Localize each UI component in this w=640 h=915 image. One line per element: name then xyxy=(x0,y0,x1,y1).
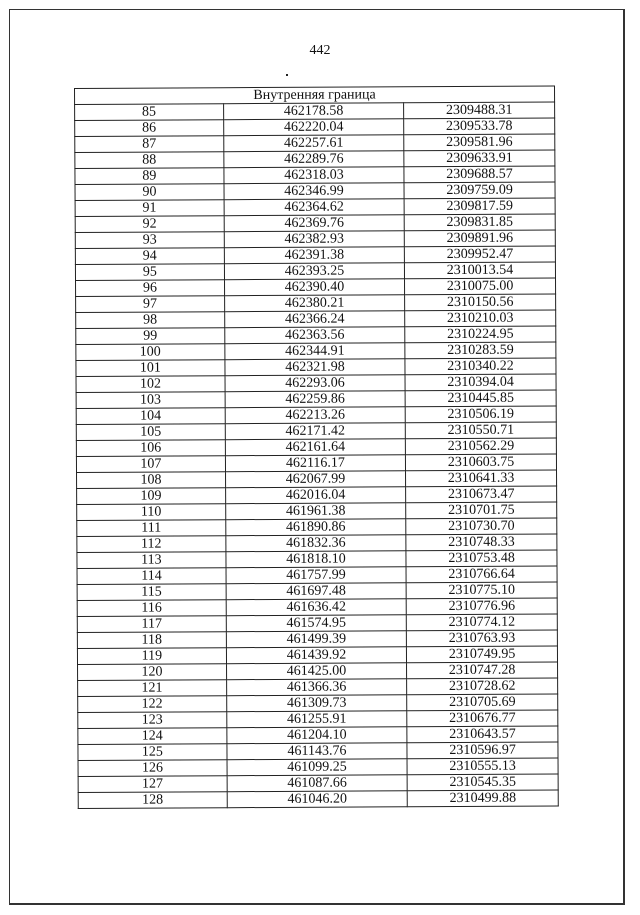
table-row xyxy=(75,118,555,137)
y-coordinate-cell: 2310730.70 xyxy=(406,518,557,535)
x-coordinate-cell: 462382.93 xyxy=(224,231,404,248)
y-coordinate-cell: 2310728.62 xyxy=(407,678,558,695)
point-number-cell: 86 xyxy=(75,120,224,137)
y-coordinate-cell: 2309633.91 xyxy=(404,150,555,167)
point-number-cell: 128 xyxy=(78,792,227,809)
y-coordinate-cell: 2310499.88 xyxy=(407,790,558,807)
y-coordinate-cell: 2310753.48 xyxy=(406,550,557,567)
y-coordinate-cell: 2309952.47 xyxy=(404,246,555,263)
y-coordinate-cell: 2309817.59 xyxy=(404,198,555,215)
x-coordinate-cell: 461757.99 xyxy=(226,567,406,584)
x-coordinate-cell: 462259.86 xyxy=(225,391,405,408)
y-coordinate-cell: 2310673.47 xyxy=(406,486,557,503)
point-number-cell: 121 xyxy=(78,680,227,697)
y-coordinate-cell: 2310676.77 xyxy=(407,710,558,727)
x-coordinate-cell: 462220.04 xyxy=(223,119,403,136)
table-row xyxy=(78,774,558,793)
table-row xyxy=(78,742,558,761)
table-row xyxy=(76,454,556,473)
x-coordinate-cell: 461832.36 xyxy=(226,535,406,552)
point-number-cell: 97 xyxy=(76,296,225,313)
y-coordinate-cell: 2310394.04 xyxy=(405,374,556,391)
x-coordinate-cell: 461636.42 xyxy=(226,599,406,616)
y-coordinate-cell: 2310550.71 xyxy=(405,422,556,439)
point-number-cell: 113 xyxy=(77,552,226,569)
point-number-cell: 119 xyxy=(77,648,226,665)
y-coordinate-cell: 2310596.97 xyxy=(407,742,558,759)
point-number-cell: 109 xyxy=(77,488,226,505)
x-coordinate-cell: 462161.64 xyxy=(225,439,405,456)
y-coordinate-cell: 2310705.69 xyxy=(407,694,558,711)
table-row xyxy=(78,790,558,809)
point-number-cell: 85 xyxy=(75,104,224,121)
table-row xyxy=(75,102,555,121)
table-row xyxy=(76,390,556,409)
table-row xyxy=(77,598,557,617)
y-coordinate-cell: 2310748.33 xyxy=(406,534,557,551)
table-row xyxy=(77,566,557,585)
x-coordinate-cell: 462366.24 xyxy=(224,311,404,328)
table-row xyxy=(78,726,558,745)
table-row xyxy=(76,438,556,457)
y-coordinate-cell: 2309581.96 xyxy=(404,134,555,151)
y-coordinate-cell: 2309759.09 xyxy=(404,182,555,199)
table-row xyxy=(75,198,555,217)
y-coordinate-cell: 2310445.85 xyxy=(405,390,556,407)
x-coordinate-cell: 462293.06 xyxy=(225,375,405,392)
table-row xyxy=(77,470,557,489)
x-coordinate-cell: 461046.20 xyxy=(227,791,407,808)
y-coordinate-cell: 2310775.10 xyxy=(406,582,557,599)
point-number-cell: 104 xyxy=(76,408,225,425)
x-coordinate-cell: 462344.91 xyxy=(225,343,405,360)
x-coordinate-cell: 461087.66 xyxy=(227,775,407,792)
point-number-cell: 123 xyxy=(78,712,227,729)
point-number-cell: 106 xyxy=(76,440,225,457)
x-coordinate-cell: 462346.99 xyxy=(224,183,404,200)
point-number-cell: 103 xyxy=(76,392,225,409)
point-number-cell: 111 xyxy=(77,520,226,537)
y-coordinate-cell: 2310013.54 xyxy=(405,262,556,279)
y-coordinate-cell: 2310224.95 xyxy=(405,326,556,343)
page-number: 442 xyxy=(309,43,331,58)
table-row xyxy=(78,694,558,713)
point-number-cell: 108 xyxy=(77,472,226,489)
x-coordinate-cell: 462369.76 xyxy=(224,215,404,232)
point-number-cell: 120 xyxy=(78,664,227,681)
table-row xyxy=(75,150,555,169)
table-row xyxy=(76,310,556,329)
y-coordinate-cell: 2309533.78 xyxy=(404,118,555,135)
table-row xyxy=(75,134,555,153)
x-coordinate-cell: 461499.39 xyxy=(226,631,406,648)
x-coordinate-cell: 461574.95 xyxy=(226,615,406,632)
y-coordinate-cell: 2310075.00 xyxy=(405,278,556,295)
x-coordinate-cell: 461143.76 xyxy=(227,743,407,760)
y-coordinate-cell: 2310774.12 xyxy=(406,614,557,631)
x-coordinate-cell: 462067.99 xyxy=(225,471,405,488)
x-coordinate-cell: 462257.61 xyxy=(224,135,404,152)
x-coordinate-cell: 462016.04 xyxy=(225,487,405,504)
table-row xyxy=(76,358,556,377)
point-number-cell: 107 xyxy=(76,456,225,473)
point-number-cell: 98 xyxy=(76,312,225,329)
table-row xyxy=(76,342,556,361)
point-number-cell: 105 xyxy=(76,424,225,441)
table-row xyxy=(77,534,557,553)
x-coordinate-cell: 462318.03 xyxy=(224,167,404,184)
table-row xyxy=(77,502,557,521)
point-number-cell: 96 xyxy=(76,280,225,297)
y-coordinate-cell: 2310766.64 xyxy=(406,566,557,583)
table-row xyxy=(75,230,555,249)
point-number-cell: 95 xyxy=(75,264,224,281)
coordinates-table xyxy=(74,85,559,809)
x-coordinate-cell: 462289.76 xyxy=(224,151,404,168)
y-coordinate-cell: 2310562.29 xyxy=(405,438,556,455)
x-coordinate-cell: 462178.58 xyxy=(223,103,403,120)
table-row xyxy=(77,614,557,633)
table-row xyxy=(77,550,557,569)
point-number-cell: 122 xyxy=(78,696,227,713)
x-coordinate-cell: 461366.36 xyxy=(226,679,406,696)
point-number-cell: 118 xyxy=(77,632,226,649)
stray-dot xyxy=(286,74,288,76)
x-coordinate-cell: 461099.25 xyxy=(227,759,407,776)
y-coordinate-cell: 2310701.75 xyxy=(406,502,557,519)
table-row xyxy=(76,278,556,297)
table-row xyxy=(76,374,556,393)
table-row xyxy=(77,582,557,601)
point-number-cell: 90 xyxy=(75,184,224,201)
table-row xyxy=(75,262,555,281)
y-coordinate-cell: 2310763.93 xyxy=(407,630,558,647)
point-number-cell: 115 xyxy=(77,584,226,601)
table-row xyxy=(75,214,555,233)
y-coordinate-cell: 2310545.35 xyxy=(407,774,558,791)
table-row xyxy=(78,758,558,777)
y-coordinate-cell: 2310641.33 xyxy=(406,470,557,487)
table-row xyxy=(78,678,558,697)
table-row xyxy=(76,326,556,345)
point-number-cell: 91 xyxy=(75,200,224,217)
x-coordinate-cell: 461890.86 xyxy=(226,519,406,536)
table-row xyxy=(78,710,558,729)
x-coordinate-cell: 462213.26 xyxy=(225,407,405,424)
table-row xyxy=(76,422,556,441)
y-coordinate-cell: 2310776.96 xyxy=(406,598,557,615)
point-number-cell: 127 xyxy=(78,776,227,793)
x-coordinate-cell: 461309.73 xyxy=(226,695,406,712)
x-coordinate-cell: 462390.40 xyxy=(224,279,404,296)
x-coordinate-cell: 461255.91 xyxy=(227,711,407,728)
y-coordinate-cell: 2310150.56 xyxy=(405,294,556,311)
x-coordinate-cell: 462380.21 xyxy=(224,295,404,312)
point-number-cell: 94 xyxy=(75,248,224,265)
y-coordinate-cell: 2310749.95 xyxy=(407,646,558,663)
point-number-cell: 110 xyxy=(77,504,226,521)
x-coordinate-cell: 462363.56 xyxy=(225,327,405,344)
table-row xyxy=(77,486,557,505)
point-number-cell: 117 xyxy=(77,616,226,633)
point-number-cell: 114 xyxy=(77,568,226,585)
point-number-cell: 87 xyxy=(75,136,224,153)
x-coordinate-cell: 461439.92 xyxy=(226,647,406,664)
x-coordinate-cell: 461425.00 xyxy=(226,663,406,680)
table-row xyxy=(78,662,558,681)
table-row xyxy=(75,182,555,201)
x-coordinate-cell: 461961.38 xyxy=(225,503,405,520)
point-number-cell: 126 xyxy=(78,760,227,777)
y-coordinate-cell: 2310643.57 xyxy=(407,726,558,743)
x-coordinate-cell: 462364.62 xyxy=(224,199,404,216)
table-row xyxy=(76,294,556,313)
point-number-cell: 102 xyxy=(76,376,225,393)
point-number-cell: 124 xyxy=(78,728,227,745)
point-number-cell: 89 xyxy=(75,168,224,185)
y-coordinate-cell: 2309688.57 xyxy=(404,166,555,183)
y-coordinate-cell: 2310210.03 xyxy=(405,310,556,327)
point-number-cell: 101 xyxy=(76,360,225,377)
x-coordinate-cell: 462171.42 xyxy=(225,423,405,440)
x-coordinate-cell: 462321.98 xyxy=(225,359,405,376)
table-row xyxy=(76,406,556,425)
x-coordinate-cell: 462116.17 xyxy=(225,455,405,472)
table-header: Внутренняя граница xyxy=(75,86,555,105)
point-number-cell: 116 xyxy=(77,600,226,617)
x-coordinate-cell: 461204.10 xyxy=(227,727,407,744)
y-coordinate-cell: 2310506.19 xyxy=(405,406,556,423)
point-number-cell: 125 xyxy=(78,744,227,761)
table-row xyxy=(77,630,557,649)
y-coordinate-cell: 2310603.75 xyxy=(406,454,557,471)
point-number-cell: 93 xyxy=(75,232,224,249)
point-number-cell: 88 xyxy=(75,152,224,169)
y-coordinate-cell: 2310283.59 xyxy=(405,342,556,359)
point-number-cell: 92 xyxy=(75,216,224,233)
point-number-cell: 112 xyxy=(77,536,226,553)
x-coordinate-cell: 461697.48 xyxy=(226,583,406,600)
table-row xyxy=(75,246,555,265)
table-row xyxy=(75,166,555,185)
x-coordinate-cell: 462393.25 xyxy=(224,263,404,280)
y-coordinate-cell: 2310747.28 xyxy=(407,662,558,679)
table-row xyxy=(77,646,557,665)
point-number-cell: 100 xyxy=(76,344,225,361)
y-coordinate-cell: 2309488.31 xyxy=(404,102,555,119)
point-number-cell: 99 xyxy=(76,328,225,345)
y-coordinate-cell: 2310555.13 xyxy=(407,758,558,775)
x-coordinate-cell: 462391.38 xyxy=(224,247,404,264)
x-coordinate-cell: 461818.10 xyxy=(226,551,406,568)
table-row xyxy=(77,518,557,537)
y-coordinate-cell: 2310340.22 xyxy=(405,358,556,375)
y-coordinate-cell: 2309831.85 xyxy=(404,214,555,231)
y-coordinate-cell: 2309891.96 xyxy=(404,230,555,247)
